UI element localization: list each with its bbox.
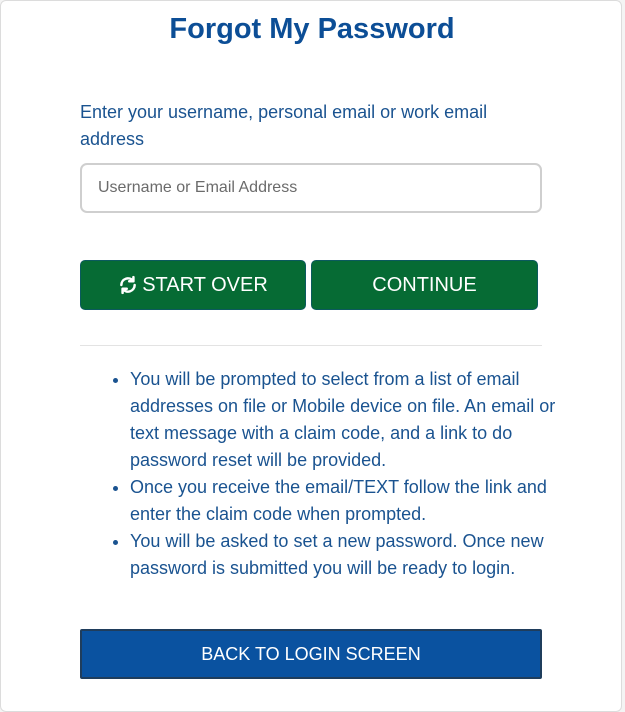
start-over-label: START OVER [142,273,268,296]
back-to-login-label: BACK TO LOGIN SCREEN [201,643,421,664]
continue-button[interactable] [311,260,538,310]
refresh-icon [118,275,138,295]
continue-label: CONTINUE [372,273,477,296]
back-to-login-button[interactable] [80,629,542,679]
info-list [106,366,565,582]
start-over-button[interactable] [80,260,306,310]
username-email-input[interactable] [80,163,542,213]
info-item: • You will be prompted to select from a list of email addresses on file or Mobile device on file. An email or text message with a claim code, and a link to do password reset will be provided. [130,366,565,474]
info-item: • You will be asked to set a new password. Once new password is submitted you will be ready to login. [130,528,565,582]
instruction-text: Enter your username, personal email or work email address [80,102,488,149]
divider [80,345,542,346]
page-title: Forgot My Password [169,13,455,45]
info-item: • Once you receive the email/TEXT follow the link and enter the claim code when prompted. [130,474,565,528]
